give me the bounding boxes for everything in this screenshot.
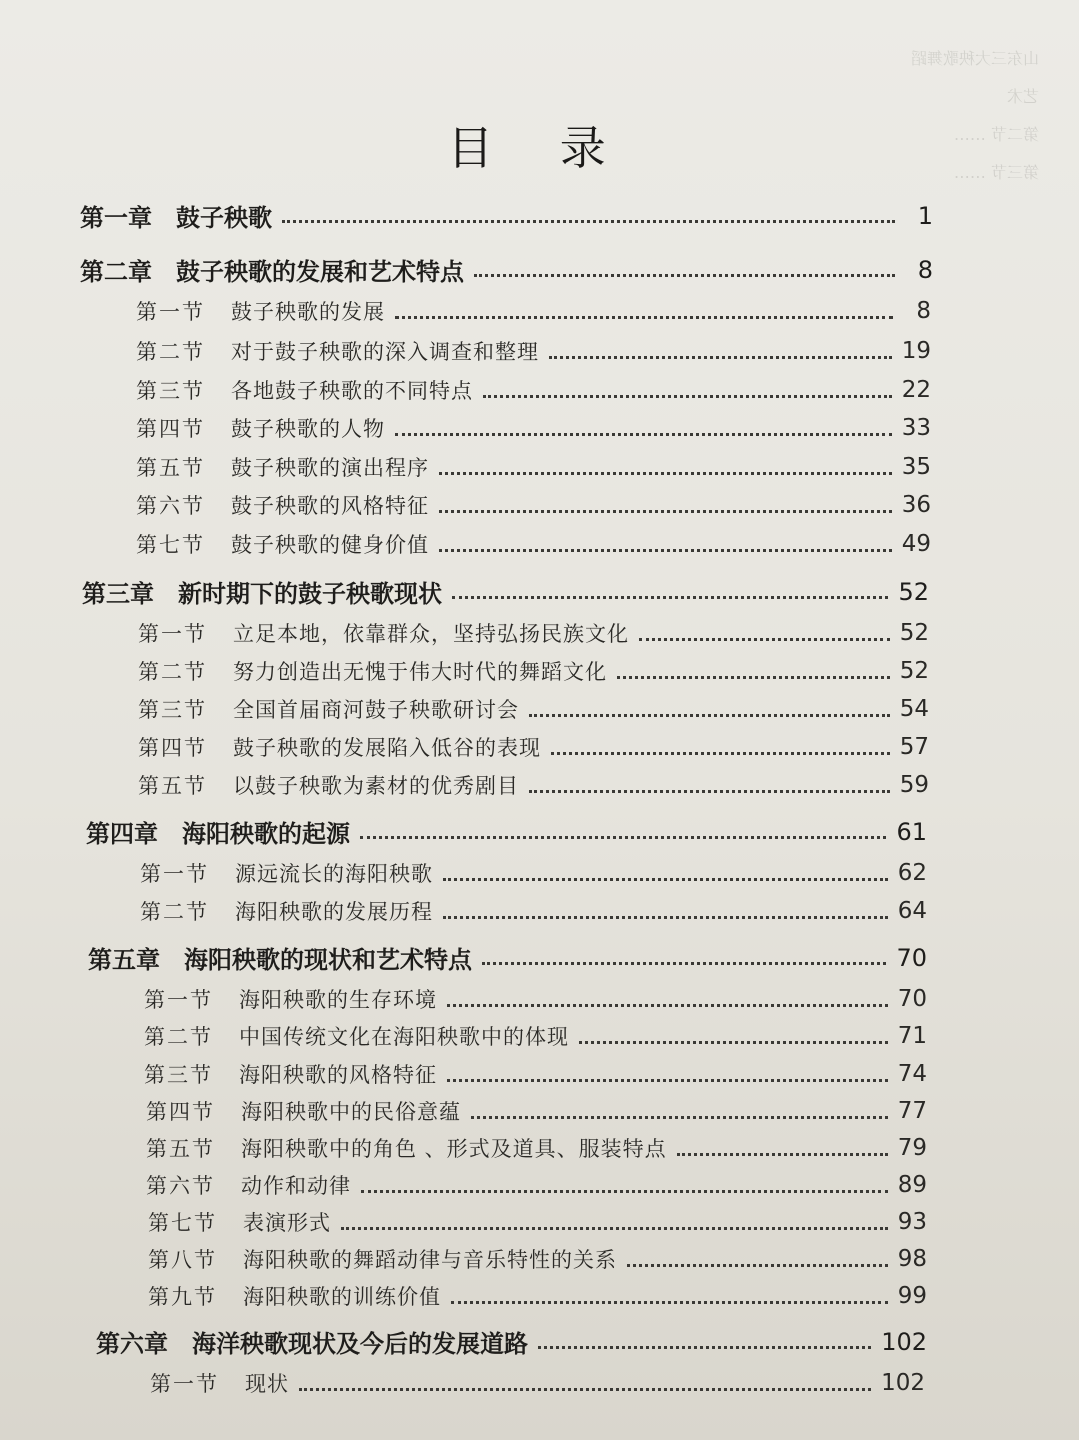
dot-leader — [360, 836, 886, 839]
bleed-line: 第二节 …… — [953, 125, 1039, 144]
section-title: 现状 — [245, 1372, 289, 1396]
section-title: 鼓子秧歌的健身价值 — [231, 533, 429, 557]
toc-section — [136, 296, 931, 326]
dot-leader — [361, 1190, 888, 1193]
section-label: 第一节 — [150, 1372, 219, 1396]
section-label: 第三节 — [144, 1063, 213, 1087]
section-title: 海阳秧歌中的民俗意蕴 — [241, 1100, 461, 1124]
dot-leader — [341, 1227, 888, 1230]
section-label: 第三节 — [138, 698, 207, 722]
toc-section — [136, 529, 931, 559]
dot-leader — [471, 1116, 888, 1119]
toc-section — [140, 896, 927, 926]
dot-leader — [483, 395, 892, 398]
section-title: 鼓子秧歌的人物 — [231, 417, 385, 441]
page-number: 19 — [901, 338, 931, 364]
dot-leader — [447, 1079, 888, 1082]
section-label: 第一节 — [144, 988, 213, 1012]
toc-chapter — [82, 574, 929, 609]
section-title: 鼓子秧歌的发展 — [231, 300, 385, 324]
dot-leader — [443, 916, 888, 919]
toc-section — [136, 452, 931, 482]
chapter-title: 海阳秧歌的现状和艺术特点 — [184, 946, 472, 974]
section-title: 鼓子秧歌的演出程序 — [231, 456, 429, 480]
section-title: 全国首届商河鼓子秧歌研讨会 — [233, 698, 519, 722]
chapter-label: 第五章 — [88, 946, 160, 974]
section-label: 第二节 — [136, 340, 205, 364]
dot-leader — [529, 714, 890, 717]
page-number: 79 — [897, 1135, 927, 1161]
toc-section — [136, 336, 931, 366]
section-title: 海阳秧歌的发展历程 — [235, 900, 433, 924]
section-label: 第五节 — [146, 1137, 215, 1161]
page-number: 71 — [897, 1023, 927, 1049]
toc-section — [138, 656, 929, 686]
toc-section — [144, 984, 927, 1014]
section-title: 表演形式 — [243, 1211, 331, 1235]
page-number: 52 — [899, 620, 929, 646]
chapter-title: 新时期下的鼓子秧歌现状 — [178, 580, 442, 608]
section-label: 第八节 — [148, 1248, 217, 1272]
section-label: 第五节 — [138, 774, 207, 798]
toc-section — [136, 490, 931, 520]
dot-leader — [439, 510, 892, 513]
section-title: 立足本地，依靠群众，坚持弘扬民族文化 — [233, 622, 629, 646]
chapter-label: 第四章 — [86, 820, 158, 848]
section-label: 第一节 — [136, 300, 205, 324]
section-title: 源远流长的海阳秧歌 — [235, 862, 433, 886]
page-number: 98 — [897, 1246, 927, 1272]
section-title: 以鼓子秧歌为素材的优秀剧目 — [233, 774, 519, 798]
page-number: 70 — [896, 943, 927, 972]
dot-leader — [439, 472, 892, 475]
chapter-title: 鼓子秧歌 — [176, 204, 272, 232]
dot-leader — [443, 878, 888, 881]
dot-leader — [677, 1153, 888, 1156]
toc-chapter — [86, 814, 927, 849]
page-number: 52 — [899, 658, 929, 684]
section-label: 第三节 — [136, 379, 205, 403]
page-number: 64 — [897, 898, 927, 924]
toc-section — [136, 375, 931, 405]
page-number: 89 — [897, 1172, 927, 1198]
section-title: 海阳秧歌的训练价值 — [243, 1285, 441, 1309]
dot-leader — [451, 1301, 888, 1304]
toc-section — [146, 1096, 927, 1126]
section-title: 海阳秧歌的生存环境 — [239, 988, 437, 1012]
page-number: 8 — [916, 298, 931, 324]
section-label: 第七节 — [148, 1211, 217, 1235]
section-label: 第一节 — [138, 622, 207, 646]
dot-leader — [579, 1041, 888, 1044]
toc-section — [144, 1021, 927, 1051]
section-label: 第二节 — [144, 1025, 213, 1049]
toc-section — [148, 1244, 927, 1274]
bleed-line: 第三节 …… — [953, 163, 1039, 182]
dot-leader — [617, 676, 890, 679]
dot-leader — [439, 549, 892, 552]
page-number: 93 — [897, 1209, 927, 1235]
section-title: 对于鼓子秧歌的深入调查和整理 — [231, 340, 539, 364]
page-number: 52 — [898, 577, 929, 606]
dot-leader — [639, 638, 890, 641]
page-number: 62 — [897, 860, 927, 886]
toc-chapter — [80, 252, 933, 287]
page-number: 77 — [897, 1098, 927, 1124]
section-label: 第七节 — [136, 533, 205, 557]
chapter-label: 第一章 — [80, 204, 152, 232]
page-number: 70 — [897, 986, 927, 1012]
dot-leader — [299, 1388, 871, 1391]
section-label: 第四节 — [138, 736, 207, 760]
section-label: 第二节 — [140, 900, 209, 924]
section-label: 第九节 — [148, 1285, 217, 1309]
dot-leader — [447, 1004, 888, 1007]
page-number: 99 — [897, 1283, 927, 1309]
section-label: 第四节 — [146, 1100, 215, 1124]
toc-section — [148, 1281, 927, 1311]
toc-section — [148, 1207, 927, 1237]
page-number: 49 — [901, 531, 931, 557]
chapter-title: 海洋秧歌现状及今后的发展道路 — [192, 1330, 528, 1358]
chapter-title: 鼓子秧歌的发展和艺术特点 — [176, 258, 464, 286]
section-title: 努力创造出无愧于伟大时代的舞蹈文化 — [233, 660, 607, 684]
toc-section — [138, 732, 929, 762]
section-title: 鼓子秧歌的发展陷入低谷的表现 — [233, 736, 541, 760]
page-number: 36 — [901, 492, 931, 518]
toc-chapter — [96, 1324, 927, 1359]
dot-leader — [538, 1346, 871, 1349]
dot-leader — [627, 1264, 888, 1267]
page-number: 22 — [901, 377, 931, 403]
dot-leader — [474, 274, 895, 277]
dot-leader — [282, 220, 895, 223]
page-number: 8 — [917, 255, 933, 284]
toc-section — [146, 1133, 927, 1163]
toc-chapter — [80, 198, 933, 233]
section-label: 第六节 — [146, 1174, 215, 1198]
section-label: 第四节 — [136, 417, 205, 441]
toc-section — [136, 413, 931, 443]
page-number: 102 — [881, 1370, 925, 1396]
toc-section — [144, 1059, 927, 1089]
chapter-label: 第二章 — [80, 258, 152, 286]
toc-section — [138, 694, 929, 724]
page-number: 61 — [896, 817, 927, 846]
section-label: 第五节 — [136, 456, 205, 480]
page-number: 35 — [901, 454, 931, 480]
section-title: 海阳秧歌的舞蹈动律与音乐特性的关系 — [243, 1248, 617, 1272]
chapter-title: 海阳秧歌的起源 — [182, 820, 350, 848]
page-number: 74 — [897, 1061, 927, 1087]
section-title: 各地鼓子秧歌的不同特点 — [231, 379, 473, 403]
toc-chapter — [88, 940, 927, 975]
toc-section — [150, 1368, 925, 1398]
page-number: 59 — [899, 772, 929, 798]
section-label: 第一节 — [140, 862, 209, 886]
page-number: 33 — [901, 415, 931, 441]
bleed-line: 山东三大秧歌舞蹈艺术 — [910, 49, 1039, 106]
page-title: 目 录 — [447, 121, 632, 175]
page-number: 57 — [899, 734, 929, 760]
page-number: 1 — [917, 201, 933, 230]
toc-section — [138, 770, 929, 800]
dot-leader — [482, 962, 886, 965]
dot-leader — [529, 790, 890, 793]
section-title: 鼓子秧歌的风格特征 — [231, 494, 429, 518]
dot-leader — [549, 356, 892, 359]
section-label: 第二节 — [138, 660, 207, 684]
dot-leader — [551, 752, 890, 755]
chapter-label: 第三章 — [82, 580, 154, 608]
section-title: 海阳秧歌的风格特征 — [239, 1063, 437, 1087]
dot-leader — [395, 316, 893, 319]
section-title: 海阳秧歌中的角色 、形式及道具、服装特点 — [241, 1137, 667, 1161]
chapter-label: 第六章 — [96, 1330, 168, 1358]
dot-leader — [395, 433, 892, 436]
page-number: 54 — [899, 696, 929, 722]
page-number: 102 — [881, 1327, 927, 1356]
toc-section — [146, 1170, 927, 1200]
dot-leader — [452, 596, 888, 599]
section-title: 动作和动律 — [241, 1174, 351, 1198]
section-title: 中国传统文化在海阳秧歌中的体现 — [239, 1025, 569, 1049]
toc-section — [140, 858, 927, 888]
section-label: 第六节 — [136, 494, 205, 518]
toc-section — [138, 618, 929, 648]
